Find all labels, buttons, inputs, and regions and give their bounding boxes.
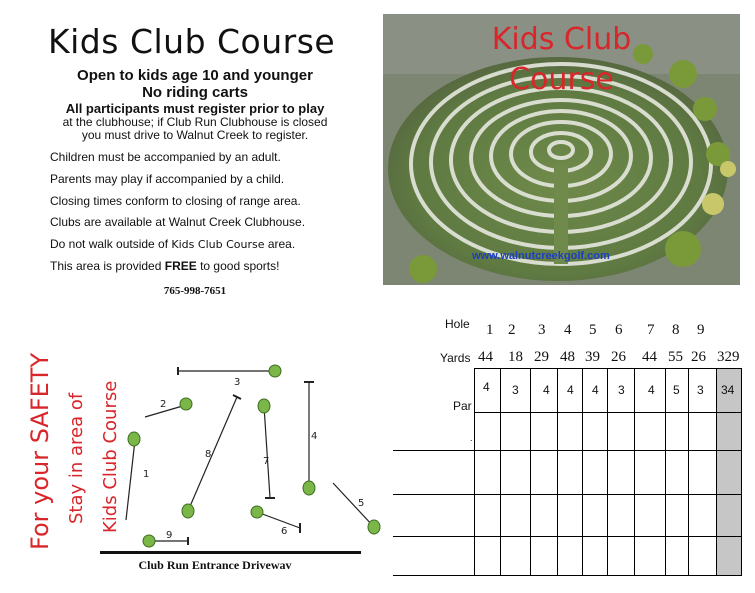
driveway-label: Club Run Entrance Drivewav	[138, 558, 292, 572]
par-9: 3	[697, 383, 704, 397]
photo-title-line-1: Kids Club	[491, 22, 632, 57]
hole-4: 4	[564, 322, 572, 338]
rule-boundary-post: area.	[264, 237, 296, 251]
course-photo	[383, 14, 740, 285]
rule-free-pre: This area is provided	[50, 259, 165, 273]
hole-label: Hole	[445, 317, 470, 331]
rule-clubs: Clubs are available at Walnut Creek Clubhouse.	[50, 215, 306, 229]
map-hole-2: 2	[160, 399, 167, 410]
carts-headline: No riding carts	[142, 84, 248, 101]
register-note-line-2: you must drive to Walnut Creek to register.	[81, 128, 309, 142]
yards-4: 48	[560, 349, 575, 365]
hole-7: 7	[647, 322, 655, 338]
par-5: 4	[592, 383, 599, 397]
rule-boundary-pre: Do not walk outside of	[50, 237, 172, 251]
yards-3: 29	[534, 349, 549, 365]
yards-8: 55	[668, 349, 683, 365]
rule-boundary	[50, 237, 295, 251]
par-8: 5	[673, 383, 680, 397]
map-hole-6: 6	[281, 526, 288, 537]
safety-line-2: Stay in area of	[66, 392, 87, 524]
rule-parents: Parents may play if accompanied by a child.	[50, 172, 285, 186]
hole-1: 1	[486, 322, 494, 338]
safety-line-3: Kids Club Course	[100, 380, 121, 533]
map-hole-8: 8	[205, 449, 212, 460]
safety-line-1: For your SAFETY	[26, 352, 54, 550]
map-hole-4: 4	[311, 431, 318, 442]
par-2: 3	[512, 383, 519, 397]
hole-8: 8	[672, 322, 680, 338]
course-map	[100, 355, 400, 560]
yards-9: 26	[691, 349, 706, 365]
par-4: 4	[567, 383, 574, 397]
map-hole-9: 9	[166, 530, 173, 541]
yards-1: 44	[478, 349, 493, 365]
course-title: Kids Club Course	[48, 22, 336, 61]
par-label: Par	[453, 399, 472, 413]
map-hole-3: 3	[234, 377, 241, 388]
rule-free-post: to good sports!	[196, 259, 280, 273]
yards-label: Yards	[440, 351, 471, 365]
yards-total: 329	[717, 349, 740, 365]
register-note	[20, 116, 370, 142]
photo-title-line-2: Course	[509, 62, 614, 97]
hole-3: 3	[538, 322, 546, 338]
hole-2: 2	[508, 322, 516, 338]
map-hole-1: 1	[143, 469, 150, 480]
rule-adult: Children must be accompanied by an adult.	[50, 150, 281, 164]
map-hole-7: 7	[263, 456, 270, 467]
driveway-line	[100, 551, 361, 554]
phone-number: 765-998-7651	[163, 285, 227, 297]
yards-6: 26	[611, 349, 626, 365]
photo-title	[383, 20, 740, 100]
par-total: 34	[721, 383, 735, 397]
map-hole-5: 5	[358, 498, 365, 509]
row-mark: .	[470, 433, 473, 443]
hole-6: 6	[615, 322, 623, 338]
rule-free-bold: FREE	[164, 259, 197, 273]
total-column	[716, 368, 741, 576]
website-url: www.walnutcreekgolf.com	[472, 250, 610, 262]
par-6: 3	[618, 383, 625, 397]
yards-2: 18	[508, 349, 523, 365]
hole-9: 9	[697, 322, 705, 338]
yards-7: 44	[642, 349, 657, 365]
hole-5: 5	[589, 322, 597, 338]
register-note-line-1: at the clubhouse; if Club Run Clubhouse is closed	[62, 115, 328, 129]
rule-boundary-course: Kids Club Course	[171, 238, 265, 251]
age-headline: Open to kids age 10 and younger	[77, 67, 313, 84]
yards-5: 39	[585, 349, 600, 365]
par-3: 4	[543, 383, 550, 397]
register-headline: All participants must register prior to play	[65, 101, 325, 116]
par-7: 4	[648, 383, 655, 397]
rule-closing: Closing times conform to closing of range area.	[50, 194, 301, 208]
par-1: 4	[483, 380, 490, 394]
rule-free	[50, 259, 279, 273]
